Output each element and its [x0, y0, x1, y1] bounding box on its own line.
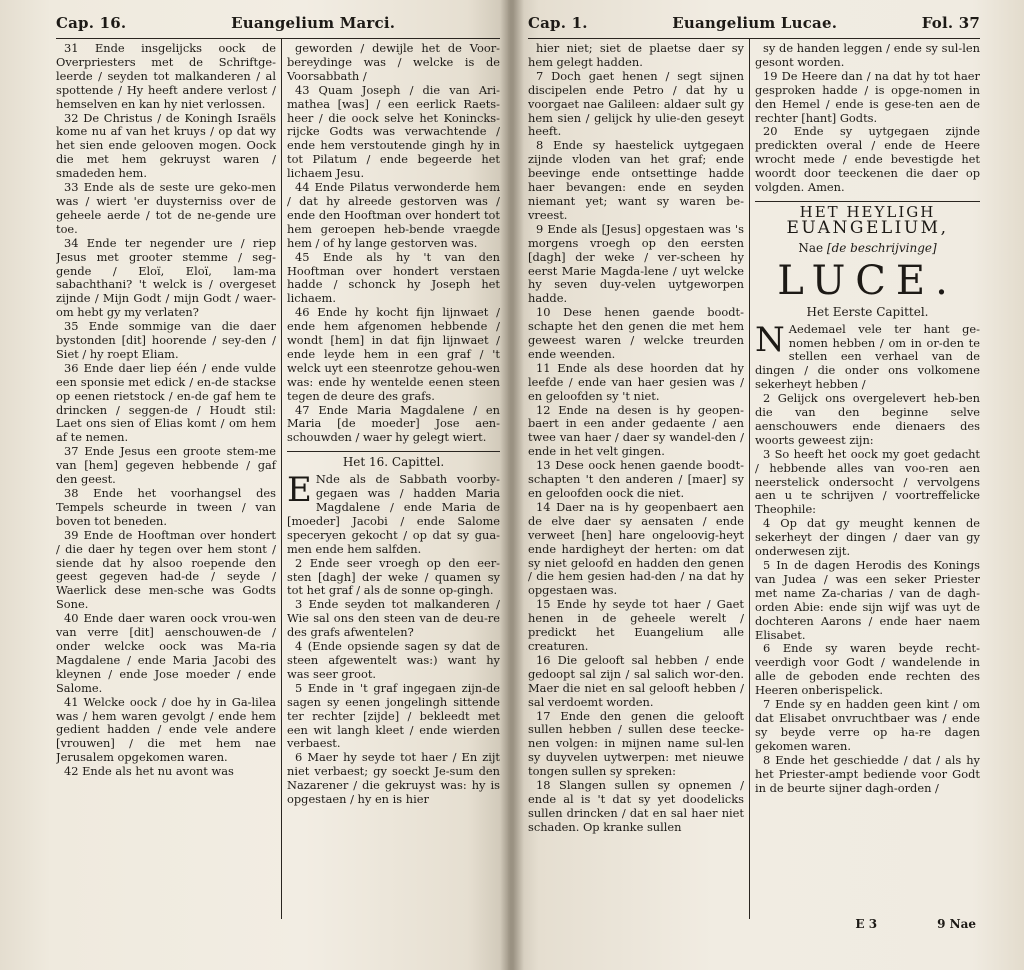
- drop-cap: E: [287, 470, 312, 511]
- verse: 18 Slangen sullen sy opnemen / ende al is 't dat sy yet doodelicks sullen drincken / dat en sal haer niet schaden. Op kranke sullen: [528, 778, 744, 834]
- left-column-1: [56, 39, 282, 919]
- left-running-title: Euangelium Marci.: [231, 14, 396, 32]
- right-column-1: [528, 39, 750, 919]
- catchword: 9 Nae: [937, 917, 976, 931]
- verse: 5 Ende in 't graf ingegaen zijn-de sagen sy eenen jongelingh sittende ter rechter [zijde] / bekleedt met een wit langh kleet / ende wierden verbaest.: [287, 680, 500, 751]
- left-chapter-label: Cap. 16.: [56, 14, 127, 32]
- right-chapter-label: Cap. 1.: [528, 14, 588, 32]
- gospel-title-name: LUCE.: [777, 257, 958, 304]
- verse: 12 Ende na desen is hy geopen-baert in een ander gedaente / aen twee van haer / daer sy wandel-den / ende in het velt gingen.: [528, 402, 744, 459]
- verse: 3 Ende seyden tot malkanderen / Wie sal ons den steen van de deu-re des grafs afwentelen?: [287, 597, 500, 640]
- gospel-title-block: [755, 202, 980, 304]
- gospel-title-line-1: HET HEYLIGH: [799, 202, 936, 221]
- gospel-title-line-3: [755, 242, 980, 256]
- verse: 43 Quam Joseph / die van Ari-mathea [was] / een eerlick Raets-heer / die oock selve het Konincks-rijcke Godts was verwachtende / ende hem verstoutende gingh hy in tot Pilatum / ende begeerde het lichaem Jesu.: [287, 82, 500, 181]
- verse: 47 Ende Maria Magdalene / en Maria [de moeder] Jose aen-schouwden / waer hy gelegt wiert.: [287, 402, 500, 445]
- verse: 11 Ende als dese hoorden dat hy leefde / ende van haer gesien was / en geloofden sy 't niet.: [528, 360, 744, 403]
- verse: 33 Ende als de seste ure geko-men was / wiert 'er duysterniss over de geheele aerde / tot de ne-gende ure toe.: [56, 180, 276, 236]
- verse: 32 De Christus / de Koningh Israëls kome nu af van het kruys / op dat wy het sien ende gelooven mogen. Oock die met hem gekruyst waren / smadeden hem.: [56, 110, 276, 181]
- chapter-first-verse-text: Nde als de Sabbath voorby-gegaen was / hadden Maria Magdalene / ende Maria de [moeder] Jacobi / ende Salome speceryen gekocht / op dat sy gua-men ende hem salfden.: [287, 472, 500, 556]
- chapter-first-verse: [755, 319, 980, 393]
- verse: 19 De Heere dan / na dat hy tot haer gesproken hadde / is opge-nomen in den Hemel / ende is gese-ten aen de rechter [hant] Godts.: [755, 68, 980, 125]
- verse: sy de handen leggen / ende sy sul-len gesont worden.: [755, 41, 980, 69]
- verse: 3 So heeft het oock my goet gedacht / hebbende alles van voo-ren aen neerstelick ondersocht / vervolgens aen u te schrijven / voortreffelicke Theophile:: [755, 446, 980, 517]
- verse: 39 Ende de Hooftman over hondert / die daer hy tegen over hem stont / siende dat hy alsoo roepende den geest gegeven had-de / seyde / Waerlick dese men-sche was Godts Sone.: [56, 527, 276, 612]
- signature-mark: E 3: [855, 917, 878, 931]
- verse: 46 Ende hy kocht fijn lijnwaet / ende hem afgenomen hebbende / wondt [hem] in dat fijn lijnwaet / ende leyde hem in een graf / 't welck uyt een steenrotze gehou-wen was: ende hy wentelde eenen steen tegen de deure des grafs.: [287, 305, 500, 403]
- drop-cap: N: [755, 319, 785, 360]
- right-column-2: [750, 39, 980, 919]
- verse: 5 In de dagen Herodis des Konings van Judea / was een seker Priester met name Za-charias / van de dagh-orden Abie: ende sijn wijf was uyt de dochteren Aarons / ende haer naem Elisabet.: [755, 558, 980, 642]
- verse: 15 Ende hy seyde tot haer / Gaet henen in de geheele werelt / predickt het Euangelium alle creaturen.: [528, 597, 744, 653]
- verse: 38 Ende het voorhangsel des Tempels scheurde in tween / van boven tot beneden.: [56, 486, 276, 528]
- verse: 10 Dese henen gaende boodt-schapte het den genen die met hem geweest waren / welcke treurden ende weenden.: [528, 305, 744, 361]
- verse: 37 Ende Jesus een groote stem-me van [hem] gegeven hebbende / gaf den geest.: [56, 444, 276, 487]
- verse: 16 Die gelooft sal hebben / ende gedoopt sal zijn / sal salich wor-den. Maer die niet en sal gelooft hebben / sal verdoemt worden.: [528, 652, 744, 709]
- verse: 2 Ende seer vroegh op den eer-sten [dagh] der weke / quamen sy tot het graf / als de sonne op-gingh.: [287, 555, 500, 598]
- verse: 20 Ende sy uytgegaen zijnde predickten overal / ende de Heere wrocht mede / ende bevestigde het woordt door teeckenen die daer op volgden. Amen.: [755, 124, 980, 195]
- verse: 4 Op dat gy meught kennen de sekerheyt der dingen / daer van gy onderwesen zijt.: [755, 516, 980, 559]
- verse: 4 (Ende opsiende sagen sy dat de steen afgewentelt was:) want hy was seer groot.: [287, 639, 500, 681]
- chapter-first-verse: [287, 470, 500, 556]
- verse: 31 Ende insgelijcks oock de Overpriesters met de Schriftge-leerde / seyden tot malkanderen / al spottende / Hy heeft andere verlost / hemselven en kan hy niet verlossen.: [56, 41, 276, 111]
- verse: 34 Ende ter negender ure / riep Jesus met grooter stemme / seg-gende / Eloï, Eloï, lam-ma sabachthani? 't welck is / overgeset zijnde / Mijn Godt / mijn Godt / waer-om hebt gy my verlaten?: [56, 235, 276, 320]
- verse: 6 Maer hy seyde tot haer / En zijt niet verbaest; gy soeckt Je-sum den Nazarener / die gekruyst was: hy is opgestaen / hy en is hier: [287, 750, 500, 807]
- right-running-title: Euangelium Lucae.: [672, 14, 838, 32]
- verse: 45 Ende als hy 't van den Hooftman over hondert verstaen hadde / schonck hy Joseph het lichaem.: [287, 249, 500, 306]
- verse: 7 Doch gaet henen / segt sijnen discipelen ende Petro / dat hy u voorgaet nae Galileen: aldaer sult gy hem sien / gelijck hy ulie-den geseyt heeft.: [528, 68, 744, 139]
- gospel-title-line-3-text: Nae: [798, 240, 827, 255]
- verse: 6 Ende sy waren beyde recht-veerdigh voor Godt / wandelende in alle de geboden ende rechten des Heeren onberispelick.: [755, 641, 980, 698]
- right-columns: [528, 38, 980, 919]
- left-page: [0, 0, 508, 970]
- verse: 14 Daer na is hy geopenbaert aen de elve daer sy aensaten / ende verweet [hen] hare ongeloovig-heyt ende hardigheyt der herten: om dat sy niet geloofd en hadden den genen / die hem gesien had-den / na dat hy opgestaen was.: [528, 499, 744, 598]
- verse: 13 Dese oock henen gaende boodt-schapten 't den anderen / [maer] sy en geloofden oock die niet.: [528, 458, 744, 500]
- left-column-2: [282, 39, 500, 919]
- verse: 44 Ende Pilatus verwonderde hem / dat hy alreede gestorven was / ende den Hooftman over hondert tot hem geroepen heb-bende vraegde hem / of hy lange gestorven was.: [287, 180, 500, 250]
- verse: 8 Ende sy haestelick uytgegaen zijnde vloden van het graf; ende beevinge ende ontsettinge hadde haer bevangen: ende en seyden niemant yet; want sy waren be-vreest.: [528, 138, 744, 222]
- verse: 8 Ende het geschiedde / dat / als hy het Priester-ampt bediende voor Godt in de beurte sijner dagh-orden /: [755, 752, 980, 795]
- right-page-header: [528, 14, 980, 34]
- verse: hier niet; siet de plaetse daer sy hem gelegt hadden.: [528, 41, 744, 69]
- verse: 41 Welcke oock / doe hy in Ga-lilea was / hem waren gevolgt / ende hem gedient hadden / ende vele andere [vrouwen] / die met hem nae Jerusalem opgekomen waren.: [56, 694, 276, 765]
- section-divider: [287, 451, 500, 452]
- left-page-header: [56, 14, 500, 34]
- section-divider: [755, 201, 980, 202]
- chapter-heading: Het Eerste Capittel.: [806, 304, 929, 319]
- verse: 42 Ende als het nu avont was: [64, 764, 234, 779]
- right-page: [508, 0, 1024, 970]
- chapter-first-verse-text: Aedemael vele ter hant ge-nomen hebben / om in or-den te stellen een verhael van de dingen / die onder ons volkomene sekerheyt hebben /: [755, 321, 980, 392]
- verse: geworden / dewijle het de Voor-bereydinge was / welcke is de Voorsabbath /: [287, 41, 500, 83]
- verse: 9 Ende als [Jesus] opgestaen was 's morgens vroegh op den eersten [dagh] der weke / ver-scheen hy eerst Marie Magda-lene / uyt welcke hy seven duy-velen uytgeworpen hadde.: [528, 221, 744, 306]
- verse: 7 Ende sy en hadden geen kint / om dat Elisabet onvruchtbaer was / ende sy beyde verre op ha-re dagen gekomen waren.: [755, 697, 980, 753]
- chapter-heading: Het 16. Capittel.: [342, 455, 445, 470]
- folio-number: Fol. 37: [921, 14, 980, 32]
- verse: 17 Ende den genen die gelooft sullen hebben / sullen dese teecke-nen volgen: in mijnen name sul-len sy duyvelen uytwerpen: met nieuwe tongen sullen sy spreken:: [528, 708, 744, 779]
- verse: 2 Gelijck ons overgelevert heb-ben die van den beginne selve aenschouwers ende dienaers des woorts geweest zijn:: [755, 391, 980, 447]
- verse: 40 Ende daer waren oock vrou-wen van verre [dit] aenschouwen-de / onder welcke oock was Ma-ria Magdalene / ende Maria Jacobi des kleynen / ende Jose moeder / ende Salome.: [56, 611, 276, 695]
- gospel-title-line-3-italic: [de beschrijvinge]: [826, 240, 937, 255]
- verse: 35 Ende sommige van die daer bystonden [dit] hoorende / sey-den / Siet / hy roept Eliam.: [56, 319, 276, 361]
- left-columns: [56, 38, 500, 919]
- right-page-footer: [528, 917, 980, 931]
- gospel-title-line-2: EUANGELIUM,: [786, 217, 949, 238]
- verse: 36 Ende daer liep één / ende vulde een sponsie met edick / en-de stackse op eenen rietstock / en-de gaf hem te drincken / seggen-de / Houdt stil: Laet ons sien of Elias komt / om hem af te nemen.: [56, 360, 276, 445]
